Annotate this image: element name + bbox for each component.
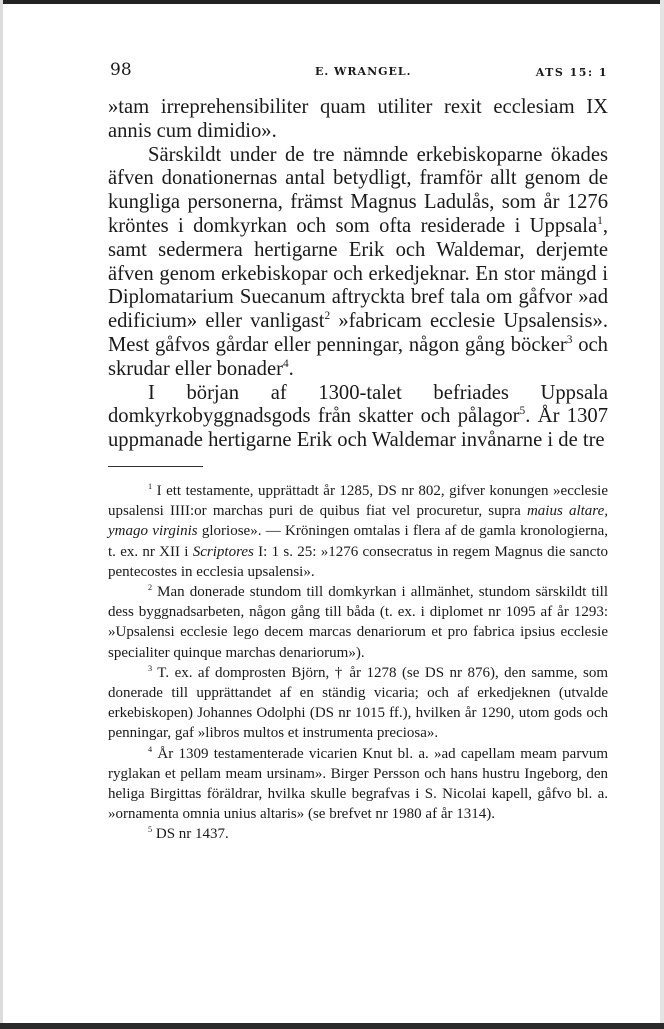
paragraph-2-text-c: »fabricam ecclesie Upsalensis». Mest gåfvos gårdar eller penningar, någon gång böcker (108, 310, 608, 356)
paragraph-3-text-b: . År 1307 uppmanade hertigarne Erik och Waldemar invånarne i de tre (108, 405, 608, 452)
page-number: 98 (110, 60, 132, 80)
footnote-1-text-a: I ett testamente, upprättadt år 1285, DS nr 802, gifver konungen »ecclesie upsalensi IIII:or marchas puri de quibus fiat vel procuretur, supra (108, 483, 608, 520)
scan-left-edge (0, 0, 3, 1029)
footnote-4 (108, 744, 608, 825)
main-text (108, 96, 608, 453)
signature-mark: ATS 15: 1 (535, 66, 608, 79)
running-author: E. WRANGEL. (315, 65, 412, 78)
footnote-1-italic-b: Scriptores (192, 543, 254, 560)
paragraph-1: »tam irreprehensibiliter quam utiliter rexit ecclesiam IX annis cum dimidio». (108, 96, 608, 142)
paragraph-2-text-e: . (288, 357, 294, 380)
scan-bottom-border (0, 1023, 664, 1029)
running-header (110, 60, 608, 82)
footnote-1-text-b: gloriose». — Kröningen omtalas i flera af de gamla kronologierna, t. ex. nr XII i (108, 523, 608, 560)
footnote-4-number: 4 (148, 744, 153, 754)
footnote-1-number: 1 (148, 482, 153, 492)
footnote-5 (108, 824, 608, 844)
footnotes (108, 481, 608, 845)
footnote-3 (108, 663, 608, 744)
paragraph-3 (108, 382, 608, 453)
footnote-ref-1: 1 (597, 215, 603, 228)
footnote-1 (108, 481, 608, 582)
paragraph-2 (108, 144, 608, 382)
footnote-ref-4: 4 (282, 357, 289, 370)
paragraph-2-text-d: och skrudar eller bonader (108, 333, 608, 380)
paragraph-2-text-a: Särskildt under de tre nämnde erkebiskoparne ökades äfven donationernas antal betydligt, framför allt genom de kungliga personerna, främst Magnus Ladulås, som år 1276 kröntes i domkyrkan och som ofta residerade i Uppsala (108, 143, 608, 237)
footnote-3-number: 3 (148, 664, 153, 674)
footnote-2 (108, 582, 608, 663)
footnote-ref-5: 5 (519, 405, 526, 418)
scan-top-border (0, 0, 664, 4)
footnote-3-text: T. ex. af domprosten Björn, † år 1278 (se DS nr 876), den samme, som donerade till upprättandet af en ständig vicaria; och af erkedjeknen (utvalde erkebiskopen) Johannes Odolphi (DS nr 1015 ff.), hvilken år 1290, utom gods och penningar, gaf »libros multos et instrumenta preciosa». (108, 664, 608, 742)
footnote-2-text: Man donerade stundom till domkyrkan i allmänhet, stundom särskildt till dess byggnadsarbeten, någon gång till båda (t. ex. i diplomet nr 1095 af år 1293: »Upsalensi ecclesie lego decem marcas denariorum et pro fabrica ipsius ecclesie specialiter quinque marchas denariorum»). (108, 584, 608, 661)
footnote-1-italic-a: maius altare, ymago virginis (108, 503, 608, 540)
paragraph-3-text-a: I början af 1300-talet befriades Uppsala domkyrkobyggnadsgods från skatter och pålagor (108, 381, 608, 428)
footnote-5-text: DS nr 1437. (152, 826, 229, 843)
footnote-ref-3: 3 (566, 334, 573, 347)
paragraph-2-text-b: , samt sedermera hertigarne Erik och Waldemar, derjemte äfven genom erkebiskopar och erkedjeknar. En stor mängd i Diplomatarium Suecanum aftryckta bref tala om gåfvor »ad edificium» eller vanligast (108, 214, 608, 333)
footnote-1-text-c: I: 1 s. 25: »1276 consecratus in regem Magnus die sancto pentecostes in ecclesia upsalensi». (108, 543, 609, 580)
footnote-5-number: 5 (148, 825, 153, 835)
footnote-ref-2: 2 (324, 310, 331, 323)
footnote-2-number: 2 (148, 583, 153, 593)
footnote-separator (108, 466, 203, 467)
footnote-4-text: År 1309 testamenterade vicarien Knut bl. a. »ad capellam meam parvum ryglakan et pellam meam ursinam». Birger Persson och hans hustru Ingeborg, den heliga Birgittas föräldrar, hvilka skulle begrafvas i S. Nicolai kapell, gåfvo bl. a. »ornamenta omnia unius altaris» (se brefvet nr 1980 af år 1314). (108, 745, 608, 823)
scan-right-edge (660, 0, 664, 1029)
